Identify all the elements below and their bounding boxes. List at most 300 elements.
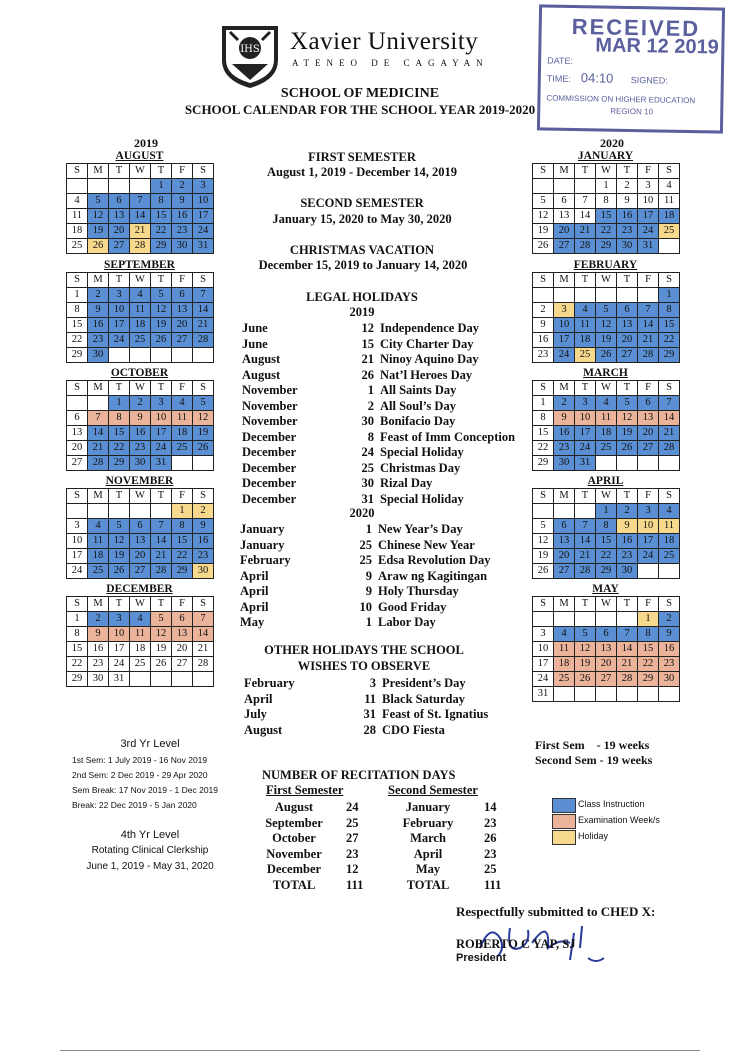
day-cell: 5	[617, 396, 638, 411]
month-name-december: DECEMBER	[106, 583, 173, 595]
holiday-name: New Year’s Day	[378, 522, 463, 536]
day-cell: 29	[638, 672, 659, 687]
weekday-header: F	[172, 164, 193, 179]
weekday-header: S	[533, 489, 554, 504]
year-label-right: 2020	[600, 136, 624, 150]
weekday-header: M	[554, 597, 575, 612]
day-cell: 22	[67, 333, 88, 348]
weekday-header: M	[554, 164, 575, 179]
legend-label: Holiday	[578, 831, 609, 841]
day-cell: 15	[109, 426, 130, 441]
day-cell: 9	[617, 519, 638, 534]
weekday-header: W	[596, 381, 617, 396]
day-cell: 11	[659, 519, 680, 534]
weekday-header: M	[554, 489, 575, 504]
weekday-header: S	[193, 597, 214, 612]
day-cell: 26	[575, 672, 596, 687]
recitation-days: 111	[484, 877, 502, 892]
holiday-day: 12	[361, 321, 374, 335]
day-cell: 12	[109, 534, 130, 549]
day-cell: 31	[193, 239, 214, 254]
university-seal-logo	[218, 22, 282, 90]
day-cell: 23	[88, 333, 109, 348]
calendar-january	[532, 163, 680, 254]
day-cell: 20	[130, 549, 151, 564]
day-cell: 17	[638, 534, 659, 549]
day-cell	[554, 288, 575, 303]
day-cell: 16	[617, 209, 638, 224]
holiday-month: June	[242, 336, 268, 351]
day-cell	[88, 504, 109, 519]
holiday-day: 21	[361, 352, 374, 366]
holiday-day: 1	[365, 615, 372, 629]
day-cell: 21	[151, 549, 172, 564]
holiday-name: Ninoy Aquino Day	[380, 352, 479, 366]
day-cell: 30	[617, 239, 638, 254]
day-cell: 1	[638, 612, 659, 627]
day-cell: 27	[67, 456, 88, 471]
day-cell: 13	[67, 426, 88, 441]
day-cell: 28	[193, 657, 214, 672]
day-cell: 7	[659, 396, 680, 411]
weekday-header: S	[67, 597, 88, 612]
recitation-days: 26	[484, 831, 497, 845]
day-cell: 23	[193, 549, 214, 564]
day-cell: 6	[554, 194, 575, 209]
day-cell: 9	[659, 627, 680, 642]
holiday-month: November	[242, 414, 298, 428]
day-cell: 18	[88, 549, 109, 564]
day-cell	[533, 288, 554, 303]
day-cell: 25	[130, 333, 151, 348]
weekday-header: S	[67, 381, 88, 396]
day-cell: 19	[193, 426, 214, 441]
day-cell: 8	[533, 411, 554, 426]
day-cell: 9	[617, 194, 638, 209]
day-cell: 28	[617, 672, 638, 687]
week-row	[67, 303, 214, 318]
day-cell: 1	[533, 396, 554, 411]
day-cell: 25	[659, 224, 680, 239]
day-cell: 8	[596, 194, 617, 209]
holiday-month: December	[242, 476, 297, 490]
holiday-month: August	[242, 367, 281, 382]
holiday-name: Good Friday	[378, 599, 447, 614]
day-cell: 15	[659, 318, 680, 333]
recitation-days: 25	[484, 862, 497, 876]
day-cell	[659, 239, 680, 254]
day-cell	[617, 612, 638, 627]
signatory-name: ROBERTO C YAP, SJ	[456, 937, 576, 951]
day-cell: 27	[130, 564, 151, 579]
day-cell: 13	[554, 209, 575, 224]
day-cell: 15	[596, 534, 617, 549]
first-semester-title: FIRST SEMESTER	[308, 150, 416, 164]
day-cell: 29	[596, 564, 617, 579]
day-cell: 15	[533, 426, 554, 441]
holiday-name: Special Holiday	[380, 445, 464, 459]
day-cell: 5	[193, 396, 214, 411]
first-sem-weeks: First Sem - 19 weeks	[535, 738, 650, 752]
day-cell: 23	[533, 348, 554, 363]
holiday-day: 25	[361, 460, 374, 475]
day-cell: 30	[88, 348, 109, 363]
day-cell: 18	[575, 333, 596, 348]
christmas-vacation-dates: December 15, 2019 to January 14, 2020	[258, 258, 468, 272]
day-cell: 14	[151, 534, 172, 549]
day-cell	[638, 564, 659, 579]
day-cell: 4	[554, 627, 575, 642]
day-cell: 16	[172, 209, 193, 224]
day-cell: 22	[659, 333, 680, 348]
day-cell: 10	[193, 194, 214, 209]
day-cell: 6	[596, 627, 617, 642]
day-cell	[575, 288, 596, 303]
day-cell: 30	[130, 456, 151, 471]
month-name-august: AUGUST	[115, 150, 164, 162]
day-cell: 1	[151, 179, 172, 194]
day-cell: 29	[172, 564, 193, 579]
day-cell: 19	[151, 642, 172, 657]
day-cell: 12	[193, 411, 214, 426]
weekday-header: S	[67, 164, 88, 179]
day-cell: 5	[533, 519, 554, 534]
day-cell: 24	[638, 224, 659, 239]
weekday-header: F	[638, 164, 659, 179]
stamp-time-value: 04:10	[580, 70, 614, 86]
day-cell: 20	[67, 441, 88, 456]
weekday-header: S	[193, 164, 214, 179]
weekday-header: T	[575, 597, 596, 612]
weekday-header: W	[596, 273, 617, 288]
day-cell: 24	[67, 564, 88, 579]
day-cell	[193, 672, 214, 687]
day-cell: 22	[638, 657, 659, 672]
day-cell: 26	[109, 564, 130, 579]
day-cell: 9	[88, 627, 109, 642]
day-cell: 28	[575, 239, 596, 254]
day-cell: 6	[109, 194, 130, 209]
stamp-date-label: DATE:	[547, 55, 574, 66]
week-row	[533, 303, 680, 318]
weekday-header: W	[130, 489, 151, 504]
week-row	[67, 456, 214, 471]
day-cell: 25	[554, 672, 575, 687]
holiday-month: December	[242, 460, 297, 475]
weekday-header: T	[617, 164, 638, 179]
stamp-time-label: TIME:	[546, 73, 571, 84]
weekday-header: F	[638, 489, 659, 504]
day-cell: 10	[67, 534, 88, 549]
day-cell: 21	[88, 441, 109, 456]
day-cell: 14	[617, 642, 638, 657]
recitation-month: December	[266, 862, 322, 876]
day-cell: 2	[554, 396, 575, 411]
calendar-title: SCHOOL CALENDAR FOR THE SCHOOL YEAR 2019-2020	[184, 102, 536, 117]
week-row	[67, 519, 214, 534]
day-cell: 13	[109, 209, 130, 224]
day-cell: 28	[151, 564, 172, 579]
day-cell: 5	[151, 612, 172, 627]
week-row	[67, 627, 214, 642]
weekday-header: T	[151, 273, 172, 288]
day-cell: 26	[617, 441, 638, 456]
weekday-header: M	[88, 489, 109, 504]
day-cell: 3	[193, 179, 214, 194]
day-cell: 22	[151, 224, 172, 239]
week-row	[67, 194, 214, 209]
day-cell: 12	[533, 534, 554, 549]
day-cell: 26	[151, 657, 172, 672]
third-year-line: Sem Break: 17 Nov 2019 - 1 Dec 2019	[72, 785, 218, 795]
day-cell: 13	[596, 642, 617, 657]
day-cell: 25	[172, 441, 193, 456]
signatory-title: President	[456, 952, 507, 964]
day-cell: 2	[88, 612, 109, 627]
stamp-commission: COMMISSION ON HIGHER EDUCATION	[546, 93, 696, 106]
day-cell: 2	[659, 612, 680, 627]
day-cell: 18	[130, 642, 151, 657]
holiday-day: 28	[363, 722, 376, 737]
day-cell: 13	[172, 303, 193, 318]
day-cell: 28	[638, 348, 659, 363]
day-cell: 1	[172, 504, 193, 519]
day-cell: 30	[172, 239, 193, 254]
recitation-month: January	[405, 800, 451, 814]
holiday-day: 15	[361, 336, 374, 351]
recitation-month: September	[265, 815, 323, 830]
week-row	[67, 333, 214, 348]
day-cell: 10	[109, 627, 130, 642]
day-cell	[151, 504, 172, 519]
weekday-header: T	[617, 489, 638, 504]
weekday-header: F	[638, 273, 659, 288]
week-row	[67, 612, 214, 627]
year-label-left: 2019	[134, 136, 158, 150]
day-cell	[554, 179, 575, 194]
day-cell: 27	[172, 657, 193, 672]
day-cell: 12	[88, 209, 109, 224]
holiday-day: 10	[359, 599, 372, 614]
day-cell: 6	[617, 303, 638, 318]
holiday-name: Edsa Revolution Day	[378, 553, 491, 567]
recitation-month: TOTAL	[406, 877, 450, 892]
day-cell: 7	[193, 288, 214, 303]
weekday-header: S	[533, 164, 554, 179]
weekday-header: T	[109, 381, 130, 396]
calendar-august	[66, 163, 214, 254]
holiday-day: 26	[361, 367, 374, 382]
weekday-header: T	[151, 597, 172, 612]
holiday-month: January	[240, 522, 285, 536]
day-cell: 15	[638, 642, 659, 657]
day-cell: 9	[88, 303, 109, 318]
weekday-header: F	[638, 381, 659, 396]
day-cell: 2	[533, 303, 554, 318]
day-cell	[172, 672, 193, 687]
recitation-days: 23	[484, 846, 497, 861]
day-cell: 12	[533, 209, 554, 224]
day-cell: 20	[172, 318, 193, 333]
day-cell: 6	[638, 396, 659, 411]
day-cell: 5	[109, 519, 130, 534]
weekday-header: S	[659, 273, 680, 288]
recitation-second-head: Second Semester	[388, 783, 478, 797]
day-cell: 13	[617, 318, 638, 333]
day-cell: 23	[130, 441, 151, 456]
day-cell: 24	[151, 441, 172, 456]
day-cell: 12	[151, 303, 172, 318]
day-cell: 12	[151, 627, 172, 642]
submitted-to: Respectfully submitted to CHED X:	[456, 904, 656, 919]
recitation-days: 12	[346, 862, 359, 876]
holiday-month: April	[240, 599, 269, 614]
weekday-header: W	[130, 381, 151, 396]
day-cell: 15	[67, 318, 88, 333]
weekday-row	[67, 273, 214, 288]
day-cell: 2	[130, 396, 151, 411]
holiday-month: December	[242, 429, 297, 444]
day-cell: 24	[638, 549, 659, 564]
holiday-month: December	[242, 445, 297, 459]
holiday-month: February	[240, 553, 291, 567]
day-cell: 3	[151, 396, 172, 411]
day-cell: 20	[109, 224, 130, 239]
day-cell: 7	[638, 303, 659, 318]
weekday-header: S	[659, 489, 680, 504]
calendar-december	[66, 596, 214, 687]
holiday-name: Special Holiday	[380, 491, 464, 506]
day-cell: 14	[193, 627, 214, 642]
day-cell: 8	[638, 627, 659, 642]
day-cell: 4	[67, 194, 88, 209]
day-cell: 11	[659, 194, 680, 209]
recitation-days: 24	[346, 800, 359, 814]
day-cell: 27	[617, 348, 638, 363]
day-cell	[88, 179, 109, 194]
holiday-day: 9	[365, 568, 372, 583]
holiday-month: May	[240, 615, 265, 629]
holiday-day: 30	[361, 414, 374, 428]
weekday-row	[67, 489, 214, 504]
day-cell: 14	[638, 318, 659, 333]
day-cell: 17	[109, 318, 130, 333]
weekday-header: S	[193, 489, 214, 504]
day-cell: 9	[193, 519, 214, 534]
day-cell: 17	[533, 657, 554, 672]
university-name: Xavier University	[290, 28, 479, 55]
day-cell: 1	[67, 612, 88, 627]
weekday-header: T	[109, 273, 130, 288]
day-cell: 18	[172, 426, 193, 441]
holiday-day: 8	[367, 429, 374, 444]
day-cell: 26	[193, 441, 214, 456]
day-cell: 16	[193, 534, 214, 549]
holiday-month: April	[240, 568, 269, 583]
day-cell	[638, 288, 659, 303]
day-cell: 18	[596, 426, 617, 441]
weekday-header: S	[193, 381, 214, 396]
holiday-day: 2	[367, 398, 374, 413]
stamp-region: REGION 10	[610, 106, 654, 117]
holiday-name: Rizal Day	[380, 476, 433, 490]
holiday-name: Holy Thursday	[378, 584, 459, 598]
holiday-name: All Soul’s Day	[380, 398, 456, 413]
legend-label: Examination Week/s	[578, 815, 660, 825]
day-cell: 8	[659, 303, 680, 318]
day-cell: 16	[88, 642, 109, 657]
holiday-month: January	[240, 537, 285, 552]
day-cell	[67, 179, 88, 194]
week-row	[67, 348, 214, 363]
day-cell: 5	[151, 288, 172, 303]
day-cell: 28	[193, 333, 214, 348]
day-cell: 30	[659, 672, 680, 687]
weekday-header: T	[109, 164, 130, 179]
holiday-day: 31	[363, 707, 376, 721]
second-semester-dates: January 15, 2020 to May 30, 2020	[272, 212, 452, 226]
day-cell: 11	[575, 318, 596, 333]
day-cell	[151, 672, 172, 687]
day-cell: 6	[172, 612, 193, 627]
day-cell: 22	[596, 549, 617, 564]
day-cell: 12	[596, 318, 617, 333]
holiday-name: City Charter Day	[380, 336, 474, 351]
weekday-header: T	[109, 597, 130, 612]
weekday-header: M	[88, 597, 109, 612]
day-cell: 3	[533, 627, 554, 642]
recitation-days: 111	[346, 877, 364, 892]
day-cell: 13	[554, 534, 575, 549]
day-cell: 29	[109, 456, 130, 471]
holiday-name: Bonifacio Day	[380, 414, 456, 428]
week-row	[533, 642, 680, 657]
weekday-header: T	[575, 381, 596, 396]
weekday-header: T	[151, 489, 172, 504]
day-cell: 23	[172, 224, 193, 239]
holiday-name: Chinese New Year	[378, 537, 475, 552]
day-cell: 2	[617, 504, 638, 519]
day-cell: 29	[151, 239, 172, 254]
day-cell: 21	[659, 426, 680, 441]
week-row	[67, 239, 214, 254]
day-cell: 4	[172, 396, 193, 411]
holiday-name: Black Saturday	[382, 691, 466, 706]
day-cell: 8	[172, 519, 193, 534]
week-row	[533, 224, 680, 239]
weekday-header: S	[193, 273, 214, 288]
day-cell	[109, 348, 130, 363]
day-cell: 15	[151, 209, 172, 224]
day-cell	[638, 687, 659, 702]
holiday-day: 25	[359, 537, 372, 552]
day-cell: 27	[172, 333, 193, 348]
day-cell: 4	[575, 303, 596, 318]
day-cell: 3	[109, 612, 130, 627]
received-stamp	[537, 4, 725, 133]
recitation-month: February	[402, 815, 454, 830]
weekday-row	[67, 597, 214, 612]
calendar-october	[66, 380, 214, 471]
recitation-first-head: First Semester	[266, 783, 344, 797]
day-cell: 11	[130, 303, 151, 318]
day-cell: 10	[109, 303, 130, 318]
day-cell: 4	[130, 288, 151, 303]
day-cell: 17	[109, 642, 130, 657]
holiday-month: April	[240, 584, 269, 598]
week-row	[67, 504, 214, 519]
day-cell: 23	[88, 657, 109, 672]
